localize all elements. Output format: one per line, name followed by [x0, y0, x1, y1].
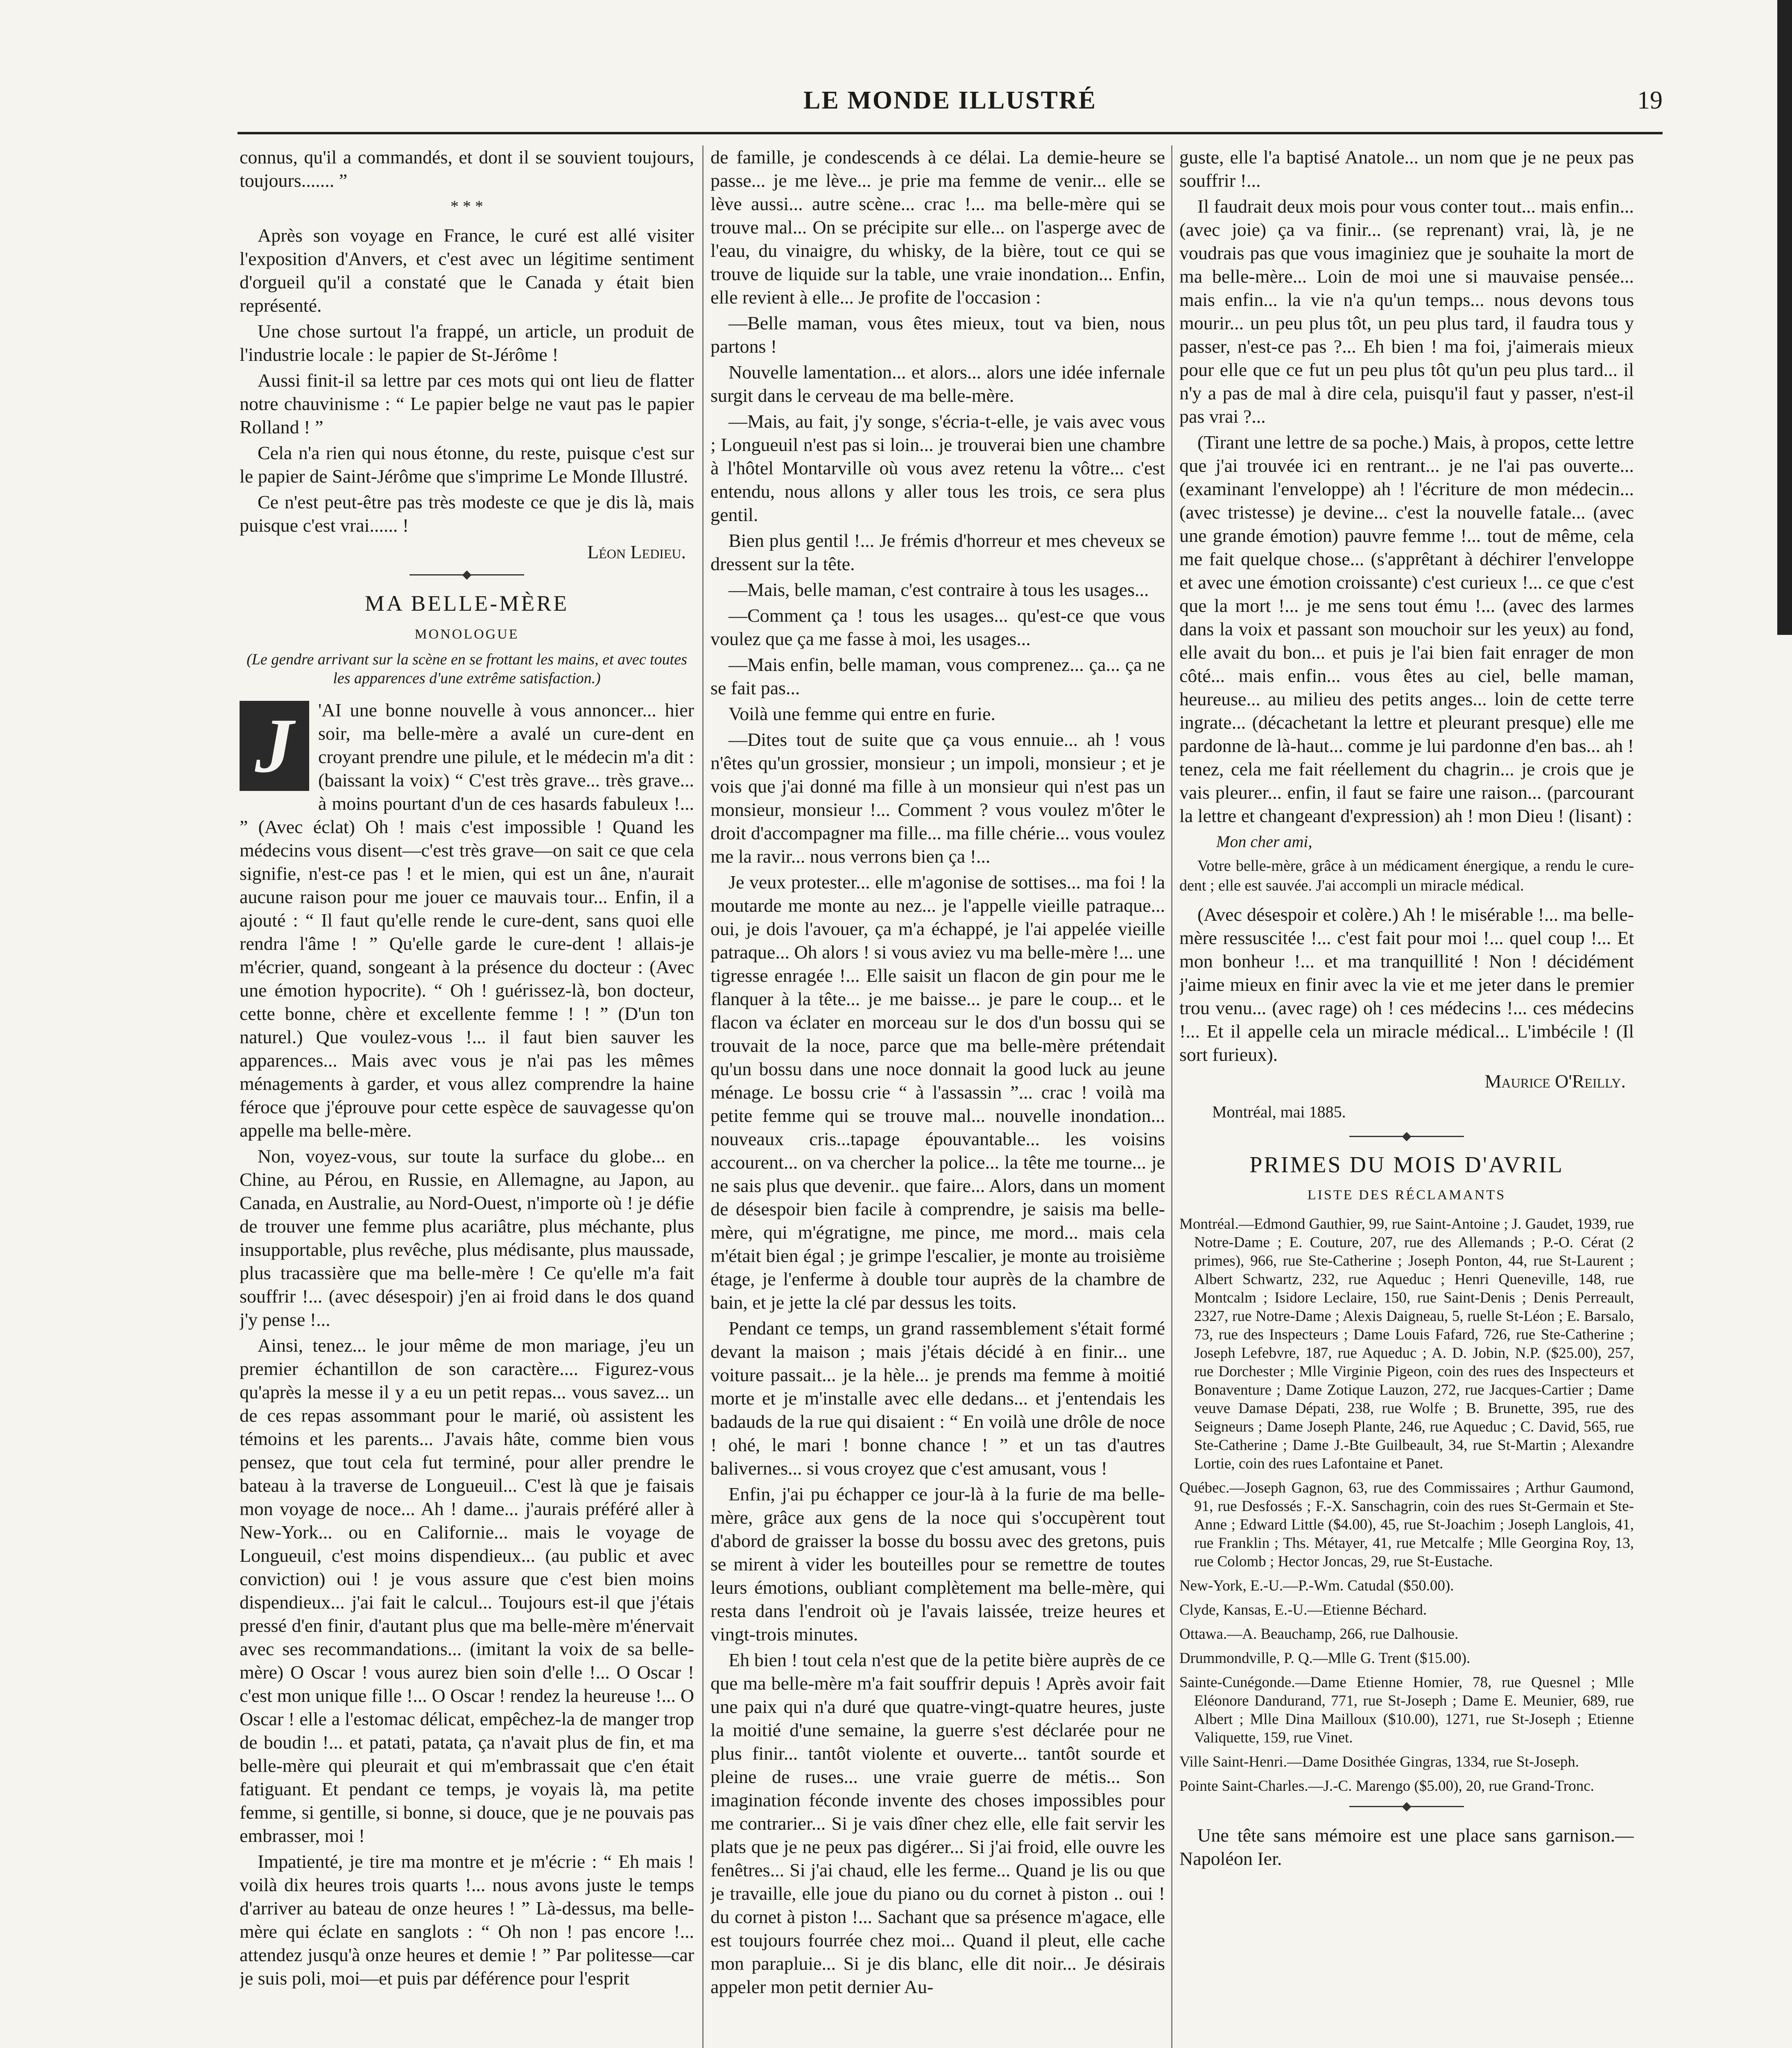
claimant-list-pointe-saint-charles: Pointe Saint-Charles.—J.-C. Marengo ($5.00), 20, rue Grand-Tronc. [1179, 1778, 1594, 1794]
header-rule [238, 132, 1663, 134]
paragraph: —Dites tout de suite que ça vous ennuie... ah ! vous n'êtes qu'un grossier, monsieur ; un impoli, monsieur ; et je vois que j'ai donné ma fille à un monsieur qui n'est pas un monsieur, monsieur !... Comment ? vous voulez m'ôter le droit d'accompagner ma fille... ma fille chérie... vous voulez me la ravir... nous verrons bien ça !... [710, 729, 1165, 867]
column-3 [1179, 145, 1634, 2048]
section-divider [1349, 1806, 1464, 1807]
paragraph: —Mais, belle maman, c'est contraire à tous les usages... [729, 579, 1149, 600]
signature: Maurice O'Reilly. [1484, 1071, 1626, 1092]
drop-cap: J [240, 701, 309, 791]
paragraph: Impatienté, je tire ma montre et je m'écrie : “ Eh mais ! voilà dix heures trois quarts !... nous avons juste le temps d'arriver au bateau de onze heures ! ” Là-dessus, ma belle-mère qui éclate en sanglots : “ Oh non ! pas encore !... attendez jusqu'à onze heures et demie ! ” Par politesse—car je suis poli, moi—et puis par déférence pour l'esprit [240, 1851, 694, 1989]
paragraph: Bien plus gentil !... Je frémis d'horreur et mes cheveux se dressent sur la tête. [710, 530, 1165, 574]
paragraph: Aussi finit-il sa lettre par ces mots qui ont lieu de flatter notre chauvinisme : “ Le papier belge ne vaut pas le papier Rolland ! ” [240, 370, 694, 437]
page-edge-shadow [1777, 0, 1792, 635]
paragraph: Il faudrait deux mois pour vous conter tout... mais enfin... (avec joie) ça va finir... (se reprenant) vrai, là, je ne voudrais pas que vous imaginiez que je souhaite la mort de ma belle-mère... Loin de moi une si mauvaise pensée... mais enfin... la vie n'a qu'un temps... nous devons tous mourir... un peu plus tôt, un peu plus tard, il faudra tous y passer, n'est-ce pas ?... Eh bien ! ma foi, j'aimerais mieux pour elle que ce fut un peu plus tôt qu'un peu plus tard... il n'y a pas de mal à dire cela, puisqu'il faut y passer, n'est-il pas vrai ?... [1179, 196, 1634, 427]
quotation: Une tête sans mémoire est une place sans garnison.—Napoléon Ier. [1179, 1825, 1634, 1869]
paragraph: Je veux protester... elle m'agonise de sottises... ma foi ! la moutarde me monte au nez... je l'appelle vieille patraque... oui, je dois l'avouer, ça m'a échappé, je l'ai appelée vieille patraque... Oh alors ! si vous aviez vu ma belle-mère !... une tigresse enragée !... Elle saisit un flacon de gin pour me le flanquer à la tête... je me baisse... je pare le coup... et le flacon va éclater en morceau sur le dos d'un bossu qui se trouvait de la noce, parce que ma belle-mère prétendait qu'un bossu dans une noce donnait la good luck au jeune ménage. Le bossu crie “ à l'assassin ”... crac ! voilà ma petite femme qui se trouve mal... nouvelle inondation... nouveaux cris...tapage épouvantable... les voisins accourent... on va chercher la police... la tête me tourne... je ne sais plus que devenir.. que faire... Alors, dans un moment de désespoir bien facile à comprendre, je saisis ma belle-mère, qui m'égratigne, me pince, me mord... mais cela m'était bien égal ; je grimpe l'escalier, je monte au troisième étage, je l'enferme à double tour auprès de la chambre de bain, et je jette la clé par dessus les toits. [710, 872, 1165, 1313]
letter-body: Votre belle-mère, grâce à un médicament énergique, a rendu le cure-dent ; elle est sauvée. J'ai accompli un miracle médical. [1179, 857, 1634, 894]
paragraph: Enfin, j'ai pu échapper ce jour-là à la furie de ma belle-mère, grâce aux gens de la noce qui s'occupèrent tout d'abord de graisser la bosse du bossu avec des gretons, puis se mirent à vider les bouteilles pour se remettre de toutes leurs émotions, oubliant complètement ma belle-mère, qui resta dans l'endroit où je l'avais laissée, treize heures et vingt-trois minutes. [710, 1484, 1165, 1645]
paragraph: Voilà une femme qui entre en furie. [729, 703, 996, 724]
page-header [238, 82, 1663, 127]
paragraph: Une chose surtout l'a frappé, un article, un produit de l'industrie locale : le papier de St-Jérôme ! [240, 321, 694, 365]
claimant-list-clyde: Clyde, Kansas, E.-U.—Etienne Béchard. [1179, 1602, 1427, 1618]
paragraph: —Mais enfin, belle maman, vous comprenez... ça... ça ne se fait pas... [710, 654, 1165, 698]
signature: Léon Ledieu. [587, 541, 686, 562]
section-subtitle: MONOLOGUE [414, 627, 519, 642]
paragraph: —Mais, au fait, j'y songe, s'écria-t-elle, je vais avec vous ; Longueuil n'est pas si loin... je trouverai bien une chambre à l'hôtel Montarville où vous avez retenu la vôtre... c'est entendu, nous allons y aller tous les trois, ce sera plus gentil. [710, 411, 1165, 525]
paragraph: guste, elle l'a baptisé Anatole... un nom que je ne peux pas souffrir !... [1179, 147, 1634, 191]
claimant-list-ottawa: Ottawa.—A. Beauchamp, 266, rue Dalhousie. [1179, 1626, 1459, 1642]
column-2 [710, 145, 1165, 2048]
paragraph: connus, qu'il a commandés, et dont il se souvient toujours, toujours....... ” [240, 147, 694, 191]
claimant-list-ville-saint-henri: Ville Saint-Henri.—Dame Dosithée Gingras, 1334, rue St-Joseph. [1179, 1753, 1579, 1770]
paragraph: de famille, je condescends à ce délai. La demie-heure se passe... je me lève... je prie ma femme de venir... elle se lève aussi... autre scène... crac !... ma belle-mère qui se trouve mal... On se précipite sur elle... on l'asperge avec de l'eau, du vinaigre, du whisky, de la bière, tout ce qui se trouve de liquide sur la table, une vraie inondation... Enfin, elle revient à elle... Je profite de l'occasion : [710, 147, 1165, 308]
page-title: LE MONDE ILLUSTRÉ [803, 86, 1097, 114]
paragraph: (Avec désespoir et colère.) Ah ! le misérable !... ma belle-mère ressuscitée !... c'est fait pour moi !... quel coup !... Et mon bonheur !... et ma tranquillité ! Non ! décidément j'aime mieux en finir avec la vie et me jeter dans le premier trou venu... (avec rage) oh ! ces médecins !... ces médecins !... Et il appelle cela un miracle médical... L'imbécile ! (Il sort furieux). [1179, 904, 1634, 1065]
primes-title: PRIMES DU MOIS D'AVRIL [1249, 1152, 1564, 1178]
paragraph: (Tirant une lettre de sa poche.) Mais, à propos, cette lettre que j'ai trouvée ici en rentrant... je ne l'ai pas ouverte... (examinant l'enveloppe) ah ! l'écriture de mon médecin... (avec tristesse) je devine... c'est la nouvelle fatale... (avec une grande émotion) pauvre femme !... tout de même, cela me fait quelque chose... (s'apprêtant à déchirer l'enveloppe et avec une émotion croissante) c'est curieux !... ce que c'est que la mort !... je me sens tout ému !... (avec des larmes dans la voix et passant son mouchoir sur les yeux) au fond, elle avait du bon... et puis je l'ai bien fait enrager de mon côté... mais enfin... vous êtes au ciel, belle maman, heureuse... au milieu des petits anges... loin de cette terre ingrate... (décachetant la lettre et pleurant presque) elle me pardonne de là-haut... comme je lui pardonne d'en bas... ah ! tenez, cela me fait réellement du chagrin... je crois que je vais pleurer... enfin, il faut se faire une raison... (parcourant la lettre et changeant d'expression) ah ! mon Dieu ! (lisant) : [1179, 432, 1634, 826]
claimant-list-sainte-cunegonde: Sainte-Cunégonde.—Dame Etienne Homier, 78, rue Quesnel ; Mlle Eléonore Dandurand, 771, rue St-Joseph ; Dame E. Meunier, 689, rue Albert ; Mlle Dina Mailloux ($10.00), 1271, rue St-Joseph ; Etienne Valiquette, 159, rue Vinet. [1179, 1674, 1634, 1746]
date-line: Montréal, mai 1885. [1212, 1103, 1346, 1121]
section-title: MA BELLE-MÈRE [364, 591, 569, 616]
paragraph: Après son voyage en France, le curé est allé visiter l'exposition d'Anvers, et c'est avec un légitime sentiment d'orgueil qu'il a constaté que le Canada y était bien représenté. [240, 225, 694, 316]
column-1 [240, 145, 694, 2048]
claimant-list-montreal: Montréal.—Edmond Gauthier, 99, rue Saint-Antoine ; J. Gaudet, 1939, rue Notre-Dame ; E. Couture, 207, rue des Allemands ; P.-O. Cérat (2 primes), 966, rue Ste-Catherine ; Joseph Ponton, 44, rue St-Laurent ; Albert Schwartz, 232, rue Aqueduc ; Henri Queneville, 148, rue Montcalm ; Isidore Leclaire, 150, rue Saint-Denis ; Denis Perreault, 2327, rue Notre-Dame ; Alexis Daigneau, 5, ruelle St-Léon ; E. Barsalo, 73, rue des Inspecteurs ; Dame Louis Fafard, 726, rue Ste-Catherine ; Joseph Lefebvre, 187, rue Aqueduc ; A. D. Jobin, N.P. ($25.00), 257, rue Dorchester ; Mlle Virginie Pigeon, coin des rues des Inspecteurs et Bonaventure ; Dame Zotique Lauzon, 272, rue Jacques-Cartier ; Dame veuve Damase Dépati, 238, rue Wolfe ; B. Brunette, 395, rue des Seigneurs ; Dame Joseph Plante, 246, rue Aqueduc ; C. David, 565, rue Ste-Catherine ; Dame J.-Bte Guilbeault, 34, rue St-Martin ; Alexandre Lortie, coin des rues Lafontaine et Panet. [1179, 1216, 1634, 1472]
paragraph: Non, voyez-vous, sur toute la surface du globe... en Chine, au Pérou, en Russie, en Allemagne, au Japon, au Canada, en Australie, au Nord-Ouest, n'importe où ! je défie de trouver une femme plus acariâtre, plus méchante, plus insupportable, plus revêche, plus médisante, plus maussade, plus tracassière que ma belle-mère ! Ce qu'elle m'a fait souffrir !... (avec désespoir) j'en ai froid dans le dos quand j'y pense !... [240, 1146, 694, 1330]
paragraph: Ce n'est peut-être pas très modeste ce que je dis là, mais puisque c'est vrai...... ! [240, 492, 694, 536]
paragraph: Eh bien ! tout cela n'est que de la petite bière auprès de ce que ma belle-mère m'a fait souffrir depuis ! Après avoir fait une paix qui n'a duré que quatre-vingt-quatre heures, juste la moitié d'une semaine, la guerre s'est déclarée pour ne plus finir... tantôt violente et ouverte... tantôt sourde et pleine de ruses... une vraie guerre de métis... Son imagination féconde invente des choses impossibles pour me contrarier... Si je vais dîner chez elle, elle fait servir les plats que je ne peux pas digérer... Si j'ai froid, elle ouvre les fenêtres... Si j'ai chaud, elle les ferme... Quand je lis ou que je travaille, elle joue du piano ou du cornet à piston .. oui ! du cornet à piston !... Sachant que sa présence m'agace, elle est toujours fourrée chez moi... Quand il pleut, elle cache mon parapluie... Si je dis blanc, elle dit noir... Je désirais appeler mon petit dernier Au- [710, 1649, 1165, 1997]
claimant-list-drummondville: Drummondville, P. Q.—Mlle G. Trent ($15.00). [1179, 1650, 1471, 1667]
section-divider [1349, 1136, 1464, 1137]
paragraph: —Comment ça ! tous les usages... qu'est-ce que vous voulez que ça me fasse à moi, les usages... [710, 605, 1165, 649]
column-rule-2 [1171, 145, 1172, 2048]
paragraph: 'AI une bonne nouvelle à vous annoncer... hier soir, ma belle-mère a avalé un cure-dent en croyant prendre une pilule, et le médecin m'a dit : (baissant la voix) “ C'est très grave... très grave... à moins pourtant d'un de ces hasards fabuleux !... ” (Avec éclat) Oh ! mais c'est impossible ! Quand les médecins vous disent—c'est très grave—on sait ce que cela signifie, n'est-ce pas ! et le mien, qui est un âne, n'aurait aucune raison pour me jouer ce mauvais tour... Enfin, il a ajouté : “ Il faut qu'elle rende le cure-dent, sans quoi elle rendra l'âme ! ” Qu'elle garde le cure-dent ! allais-je m'écrier, quand, songeant à la présence du docteur : (Avec une émotion hypocrite). “ Oh ! guérissez-là, bon docteur, cette bonne, chère et excellente femme ! ! ” (D'un ton naturel.) Que voulez-vous !... il faut bien sauver les apparences... Mais avec vous je n'ai pas les mêmes ménagements à garder, et vous allez comprendre la haine féroce que j'éprouve pour cette espèce de sauvagesse qu'on appelle ma belle-mère. [240, 700, 694, 1141]
page-number: 19 [1637, 86, 1663, 114]
asterism: * * * [450, 197, 483, 215]
paragraph: Ainsi, tenez... le jour même de mon mariage, j'eu un premier échantillon de son caractère.... Figurez-vous qu'après la messe il y a eu un petit repas... vous savez... un de ces repas assommant pour le marié, où assistent les témoins et les parents... J'avais hâte, comme bien vous pensez, que tout cela fut terminé, pour aller prendre le bateau à la traverse de Longueuil... C'est là que je faisais mon voyage de noce... Ah ! dame... j'aurais préféré aller à New-York... ou en Californie... mais le voyage de Longueuil, c'est moins dispendieux... (au public et avec conviction) oui ! je vous assure que c'est bien moins dispendieux... j'ai fait le calcul... Toujours est-il que j'étais pressé d'en finir, d'autant plus que ma belle-mère m'énervait avec ses recommandations... (imitant la voix de sa belle-mère) O Oscar ! vous aurez bien soin d'elle !... O Oscar ! c'est mon unique fille !... O Oscar ! rendez la heureuse !... O Oscar ! elle a l'estomac délicat, empêchez-la de manger trop de boudin !... et patati, patata, ça n'avait plus de fin, et ma belle-mère qui pleurait et qui m'embrassait que c'en était fatiguant. Et pendant ce temps, je voyais là, ma petite femme, si gentille, si bonne, si douce, que je ne pouvais pas embrasser, moi ! [240, 1335, 694, 1846]
paragraph: Cela n'a rien qui nous étonne, du reste, puisque c'est sur le papier de Saint-Jérôme que s'imprime Le Monde Illustré. [240, 442, 694, 487]
letter-salutation: Mon cher ami, [1216, 832, 1312, 851]
paragraph: —Belle maman, vous êtes mieux, tout va bien, nous partons ! [710, 313, 1165, 357]
primes-subtitle: LISTE DES RÉCLAMANTS [1307, 1187, 1506, 1203]
column-rule-1 [702, 145, 704, 2048]
claimant-list-quebec: Québec.—Joseph Gagnon, 63, rue des Commissaires ; Arthur Gaumond, 91, rue Desfossés ; F.-X. Sanschagrin, coin des rues St-Germain et Ste-Anne ; Edward Little ($4.00), 45, rue St-Joachim ; Joseph Langlois, 41, rue Franklin ; Ths. Métayer, 41, rue Metcalfe ; Mlle Georgina Roy, 13, rue Colomb ; Hector Joncas, 29, rue St-Eustache. [1179, 1479, 1634, 1570]
paragraph: Nouvelle lamentation... et alors... alors une idée infernale surgit dans le cerveau de ma belle-mère. [710, 362, 1165, 406]
stage-direction: (Le gendre arrivant sur la scène en se frottant les mains, et avec toutes les apparences d'une extrême satisfaction.) [247, 651, 687, 687]
claimant-list-new-york: New-York, E.-U.—P.-Wm. Catudal ($50.00). [1179, 1577, 1454, 1594]
section-divider [410, 574, 524, 575]
paragraph: Pendant ce temps, un grand rassemblement s'était formé devant la maison ; mais j'étais décidé à en finir... une voiture passait... je la hèle... je prends ma femme à moitié morte et je m'installe avec elle dedans... et j'entendais les badauds de la rue qui disaient : “ En voilà une drôle de noce ! ohé, le mari ! bonne chance ! ” et un tas d'autres balivernes... si vous croyez que c'est amusant, vous ! [710, 1318, 1165, 1479]
